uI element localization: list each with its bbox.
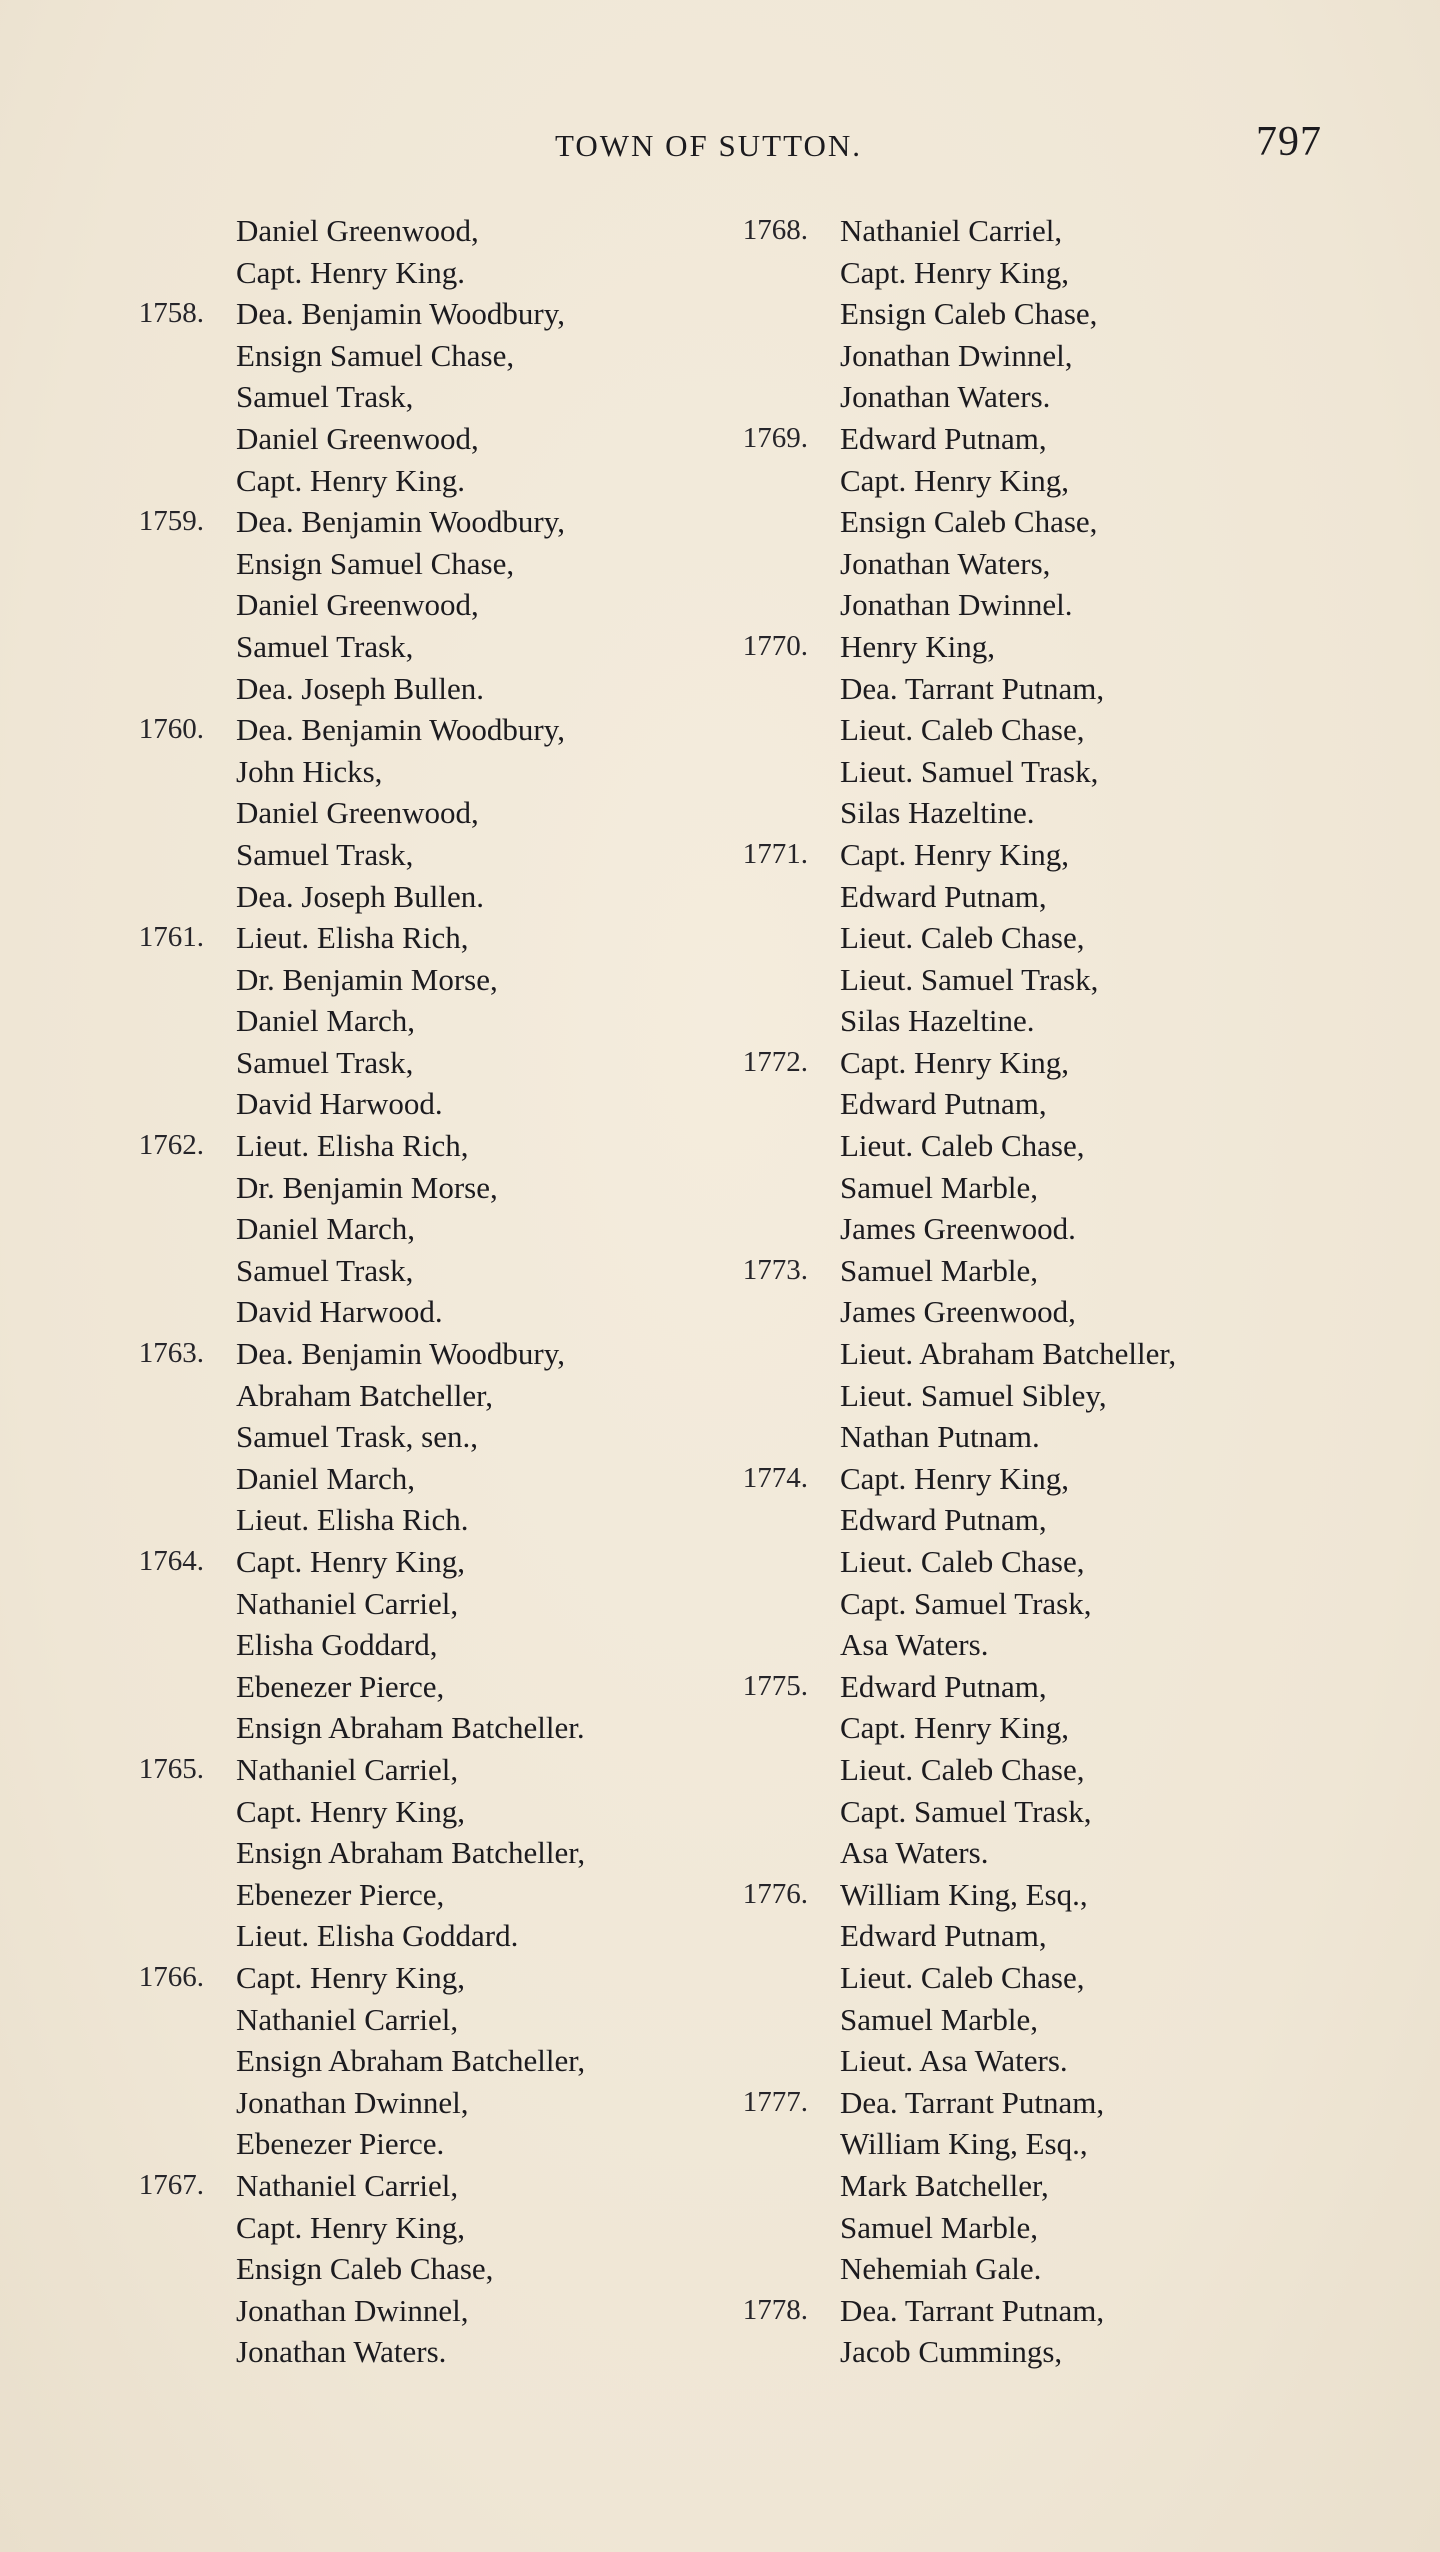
officer-name: Lieut. Elisha Rich, xyxy=(236,1128,469,1164)
entry-year: 1765. xyxy=(138,1752,204,1785)
year-entry xyxy=(124,2165,724,2373)
officer-name: Samuel Trask, xyxy=(236,836,414,872)
year-entry xyxy=(728,1458,1428,1666)
officer-name: Dea. Tarrant Putnam, xyxy=(840,2292,1105,2328)
officer-name: Daniel March, xyxy=(236,1003,416,1039)
entry-year: 1770. xyxy=(742,629,808,662)
entry-year: 1773. xyxy=(742,1253,808,1286)
officer-name: Edward Putnam, xyxy=(840,878,1047,914)
officer-name: Lieut. Samuel Trask, xyxy=(840,961,1099,997)
year-entry xyxy=(124,709,724,917)
officer-name: Ensign Abraham Batcheller. xyxy=(236,1710,585,1746)
entry-year: 1774. xyxy=(742,1461,808,1494)
entry-year: 1769. xyxy=(742,421,808,454)
page-number: 797 xyxy=(1256,119,1322,165)
entry-year: 1771. xyxy=(742,837,808,870)
officer-name: Samuel Marble, xyxy=(840,1252,1039,1288)
officer-list xyxy=(840,1458,1428,1666)
year-entry xyxy=(124,210,724,293)
officer-name: Nathaniel Carriel, xyxy=(236,2001,459,2037)
officer-name: Jonathan Dwinnel, xyxy=(236,2292,469,2328)
officer-name: Lieut. Caleb Chase, xyxy=(840,1751,1085,1787)
left-column xyxy=(124,210,724,2373)
officer-list xyxy=(236,709,724,917)
entry-year: 1766. xyxy=(138,1960,204,1993)
officer-name: Ensign Abraham Batcheller, xyxy=(236,2043,586,2079)
officer-name: Daniel March, xyxy=(236,1460,416,1496)
officer-name: Samuel Trask, xyxy=(236,628,414,664)
officer-list xyxy=(236,1957,724,2165)
officer-name: Lieut. Caleb Chase, xyxy=(840,1544,1085,1579)
year-entry xyxy=(124,1541,724,1749)
officer-name: Lieut. Samuel Trask, xyxy=(840,753,1099,789)
entry-year: 1778. xyxy=(742,2293,808,2326)
officer-name: Daniel Greenwood, xyxy=(236,795,479,831)
officer-name: Silas Hazeltine. xyxy=(840,1003,1035,1039)
officer-list xyxy=(840,626,1428,834)
officer-name: Lieut. Caleb Chase, xyxy=(840,1128,1085,1164)
year-entry xyxy=(124,501,724,709)
officer-name: Ensign Samuel Chase, xyxy=(236,337,515,373)
officer-name: Capt. Henry King. xyxy=(236,254,466,290)
officer-list xyxy=(236,2165,724,2373)
officer-name: Samuel Trask, xyxy=(236,1252,414,1288)
officer-name: Lieut. Caleb Chase, xyxy=(840,1959,1085,1995)
officer-name: Capt. Samuel Trask, xyxy=(840,1793,1092,1829)
officer-list xyxy=(840,1874,1428,2082)
year-entry xyxy=(728,1250,1428,1458)
officer-name: Mark Batcheller, xyxy=(840,2167,1049,2203)
officer-name: Edward Putnam, xyxy=(840,1502,1047,1538)
officer-name: Capt. Samuel Trask, xyxy=(840,1585,1092,1621)
officer-list xyxy=(840,418,1428,626)
officer-name: Ensign Abraham Batcheller, xyxy=(236,1835,586,1871)
officer-name: William King, Esq., xyxy=(840,1876,1088,1912)
officer-name: Nathaniel Carriel, xyxy=(236,1585,459,1621)
officer-name: Silas Hazeltine. xyxy=(840,795,1035,831)
officer-name: Ebenezer Pierce, xyxy=(236,1668,445,1704)
officer-name: Capt. Henry King, xyxy=(236,1959,466,1995)
officer-name: Henry King, xyxy=(840,628,995,664)
year-entry xyxy=(728,1874,1428,2082)
officer-name: Lieut. Caleb Chase, xyxy=(840,712,1085,748)
officer-list xyxy=(840,2082,1428,2290)
officer-name: John Hicks, xyxy=(236,753,383,789)
officer-name: Ensign Caleb Chase, xyxy=(840,504,1098,540)
right-column xyxy=(728,210,1428,2373)
officer-name: Jonathan Waters, xyxy=(840,545,1051,581)
entry-year: 1768. xyxy=(742,214,808,246)
officer-name: Edward Putnam, xyxy=(840,1918,1047,1954)
officer-list xyxy=(840,210,1428,418)
officer-name: Jonathan Dwinnel, xyxy=(236,2084,469,2120)
year-entry xyxy=(124,917,724,1125)
year-entry xyxy=(124,293,724,501)
officer-name: Ensign Caleb Chase, xyxy=(236,2251,494,2287)
officer-name: Ebenezer Pierce. xyxy=(236,2126,445,2162)
year-entry xyxy=(728,2290,1428,2373)
officer-name: Dea. Benjamin Woodbury, xyxy=(236,1336,565,1372)
officer-name: Capt. Henry King, xyxy=(236,1793,466,1829)
officer-name: Capt. Henry King, xyxy=(840,836,1070,872)
year-entry xyxy=(728,418,1428,626)
officer-name: Abraham Batcheller, xyxy=(236,1377,493,1413)
officer-name: Jonathan Dwinnel. xyxy=(840,587,1073,623)
entry-year: 1759. xyxy=(138,505,204,538)
officer-name: William King, Esq., xyxy=(840,2126,1088,2162)
officer-name: Capt. Henry King, xyxy=(840,254,1070,290)
officer-name: David Harwood. xyxy=(236,1086,443,1122)
officer-name: Nathaniel Carriel, xyxy=(840,213,1063,248)
officer-name: Nathaniel Carriel, xyxy=(236,1751,459,1787)
officer-list xyxy=(236,1541,724,1749)
officer-name: Asa Waters. xyxy=(840,1835,989,1871)
officer-name: Capt. Henry King, xyxy=(840,462,1070,498)
officer-name: Jacob Cummings, xyxy=(840,2334,1063,2370)
year-entry xyxy=(728,2082,1428,2290)
officer-list xyxy=(236,210,724,293)
year-entry xyxy=(728,626,1428,834)
officer-name: Dea. Joseph Bullen. xyxy=(236,878,484,914)
entry-year: 1758. xyxy=(138,297,204,330)
officer-list xyxy=(236,293,724,501)
officer-name: Samuel Trask, xyxy=(236,1044,414,1080)
officer-name: Samuel Marble, xyxy=(840,2001,1039,2037)
officer-name: Capt. Henry King, xyxy=(840,1044,1070,1080)
officer-name: Edward Putnam, xyxy=(840,1668,1047,1704)
entry-year: 1761. xyxy=(138,921,204,954)
officer-list xyxy=(236,1125,724,1333)
entry-year: 1777. xyxy=(742,2085,808,2118)
officer-list xyxy=(840,834,1428,1042)
officer-name: Dea. Tarrant Putnam, xyxy=(840,670,1105,706)
officer-name: Edward Putnam, xyxy=(840,420,1047,456)
year-entry xyxy=(124,1957,724,2165)
entry-year: 1763. xyxy=(138,1337,204,1370)
officer-name: Ensign Caleb Chase, xyxy=(840,296,1098,332)
officer-list xyxy=(236,1749,724,1957)
year-entry xyxy=(124,1749,724,1957)
officer-list xyxy=(236,917,724,1125)
entry-year: 1760. xyxy=(138,713,204,746)
officer-list xyxy=(236,1333,724,1541)
officer-name: Nathaniel Carriel, xyxy=(236,2167,459,2203)
officer-name: Daniel Greenwood, xyxy=(236,213,479,248)
officer-name: Lieut. Caleb Chase, xyxy=(840,920,1085,956)
officer-name: Lieut. Elisha Rich. xyxy=(236,1502,469,1538)
entry-year: 1775. xyxy=(742,1669,808,1702)
officer-name: Dea. Benjamin Woodbury, xyxy=(236,296,565,332)
officer-name: Daniel Greenwood, xyxy=(236,420,479,456)
officer-name: Lieut. Abraham Batcheller, xyxy=(840,1336,1177,1372)
officer-list xyxy=(840,1250,1428,1458)
officer-name: Capt. Henry King, xyxy=(840,1460,1070,1496)
officer-name: Capt. Henry King. xyxy=(236,462,466,498)
officer-name: Samuel Marble, xyxy=(840,2209,1039,2245)
entry-year: 1762. xyxy=(138,1129,204,1162)
officer-name: Samuel Trask, sen., xyxy=(236,1419,478,1455)
officer-name: Edward Putnam, xyxy=(840,1086,1047,1122)
officer-name: Dr. Benjamin Morse, xyxy=(236,1169,498,1205)
officer-name: Ebenezer Pierce, xyxy=(236,1876,445,1912)
year-entry xyxy=(728,834,1428,1042)
officer-name: Dr. Benjamin Morse, xyxy=(236,961,498,997)
officer-list xyxy=(840,1666,1428,1874)
officer-name: Asa Waters. xyxy=(840,1627,989,1663)
officer-name: Jonathan Waters. xyxy=(840,379,1051,415)
officer-name: Ensign Samuel Chase, xyxy=(236,545,515,581)
officer-name: Jonathan Waters. xyxy=(236,2334,447,2370)
entry-year: 1767. xyxy=(138,2168,204,2201)
officer-list xyxy=(840,2290,1428,2373)
officer-name: Nehemiah Gale. xyxy=(840,2251,1042,2287)
year-entry xyxy=(124,1333,724,1541)
officer-name: Capt. Henry King, xyxy=(236,1544,466,1579)
officer-name: James Greenwood. xyxy=(840,1211,1076,1247)
officer-name: Lieut. Elisha Goddard. xyxy=(236,1918,519,1954)
officer-name: Samuel Trask, xyxy=(236,379,414,415)
entry-year: 1772. xyxy=(742,1045,808,1078)
officer-name: Dea. Benjamin Woodbury, xyxy=(236,504,565,540)
officer-name: Jonathan Dwinnel, xyxy=(840,337,1073,373)
officer-name: Daniel March, xyxy=(236,1211,416,1247)
running-title: TOWN OF SUTTON. xyxy=(555,128,863,163)
officer-name: Dea. Tarrant Putnam, xyxy=(840,2084,1105,2120)
officer-name: David Harwood. xyxy=(236,1294,443,1330)
year-entry xyxy=(728,210,1428,418)
year-entry xyxy=(728,1666,1428,1874)
year-entry xyxy=(728,1042,1428,1250)
officer-name: Lieut. Asa Waters. xyxy=(840,2043,1068,2079)
officer-name: Lieut. Samuel Sibley, xyxy=(840,1377,1107,1413)
officer-name: Samuel Marble, xyxy=(840,1169,1039,1205)
officer-list xyxy=(840,1042,1428,1250)
officer-list xyxy=(236,501,724,709)
officer-name: Daniel Greenwood, xyxy=(236,587,479,623)
officer-name: Capt. Henry King, xyxy=(236,2209,466,2245)
entry-year: 1764. xyxy=(138,1545,204,1577)
officer-name: James Greenwood, xyxy=(840,1294,1076,1330)
officer-name: Dea. Benjamin Woodbury, xyxy=(236,712,565,748)
running-head xyxy=(0,118,1440,178)
entry-year: 1776. xyxy=(742,1877,808,1910)
year-entry xyxy=(124,1125,724,1333)
officer-name: Lieut. Elisha Rich, xyxy=(236,920,469,956)
officer-name: Capt. Henry King, xyxy=(840,1710,1070,1746)
officer-name: Nathan Putnam. xyxy=(840,1419,1040,1455)
officer-name: Elisha Goddard, xyxy=(236,1627,438,1663)
officer-name: Dea. Joseph Bullen. xyxy=(236,670,484,706)
